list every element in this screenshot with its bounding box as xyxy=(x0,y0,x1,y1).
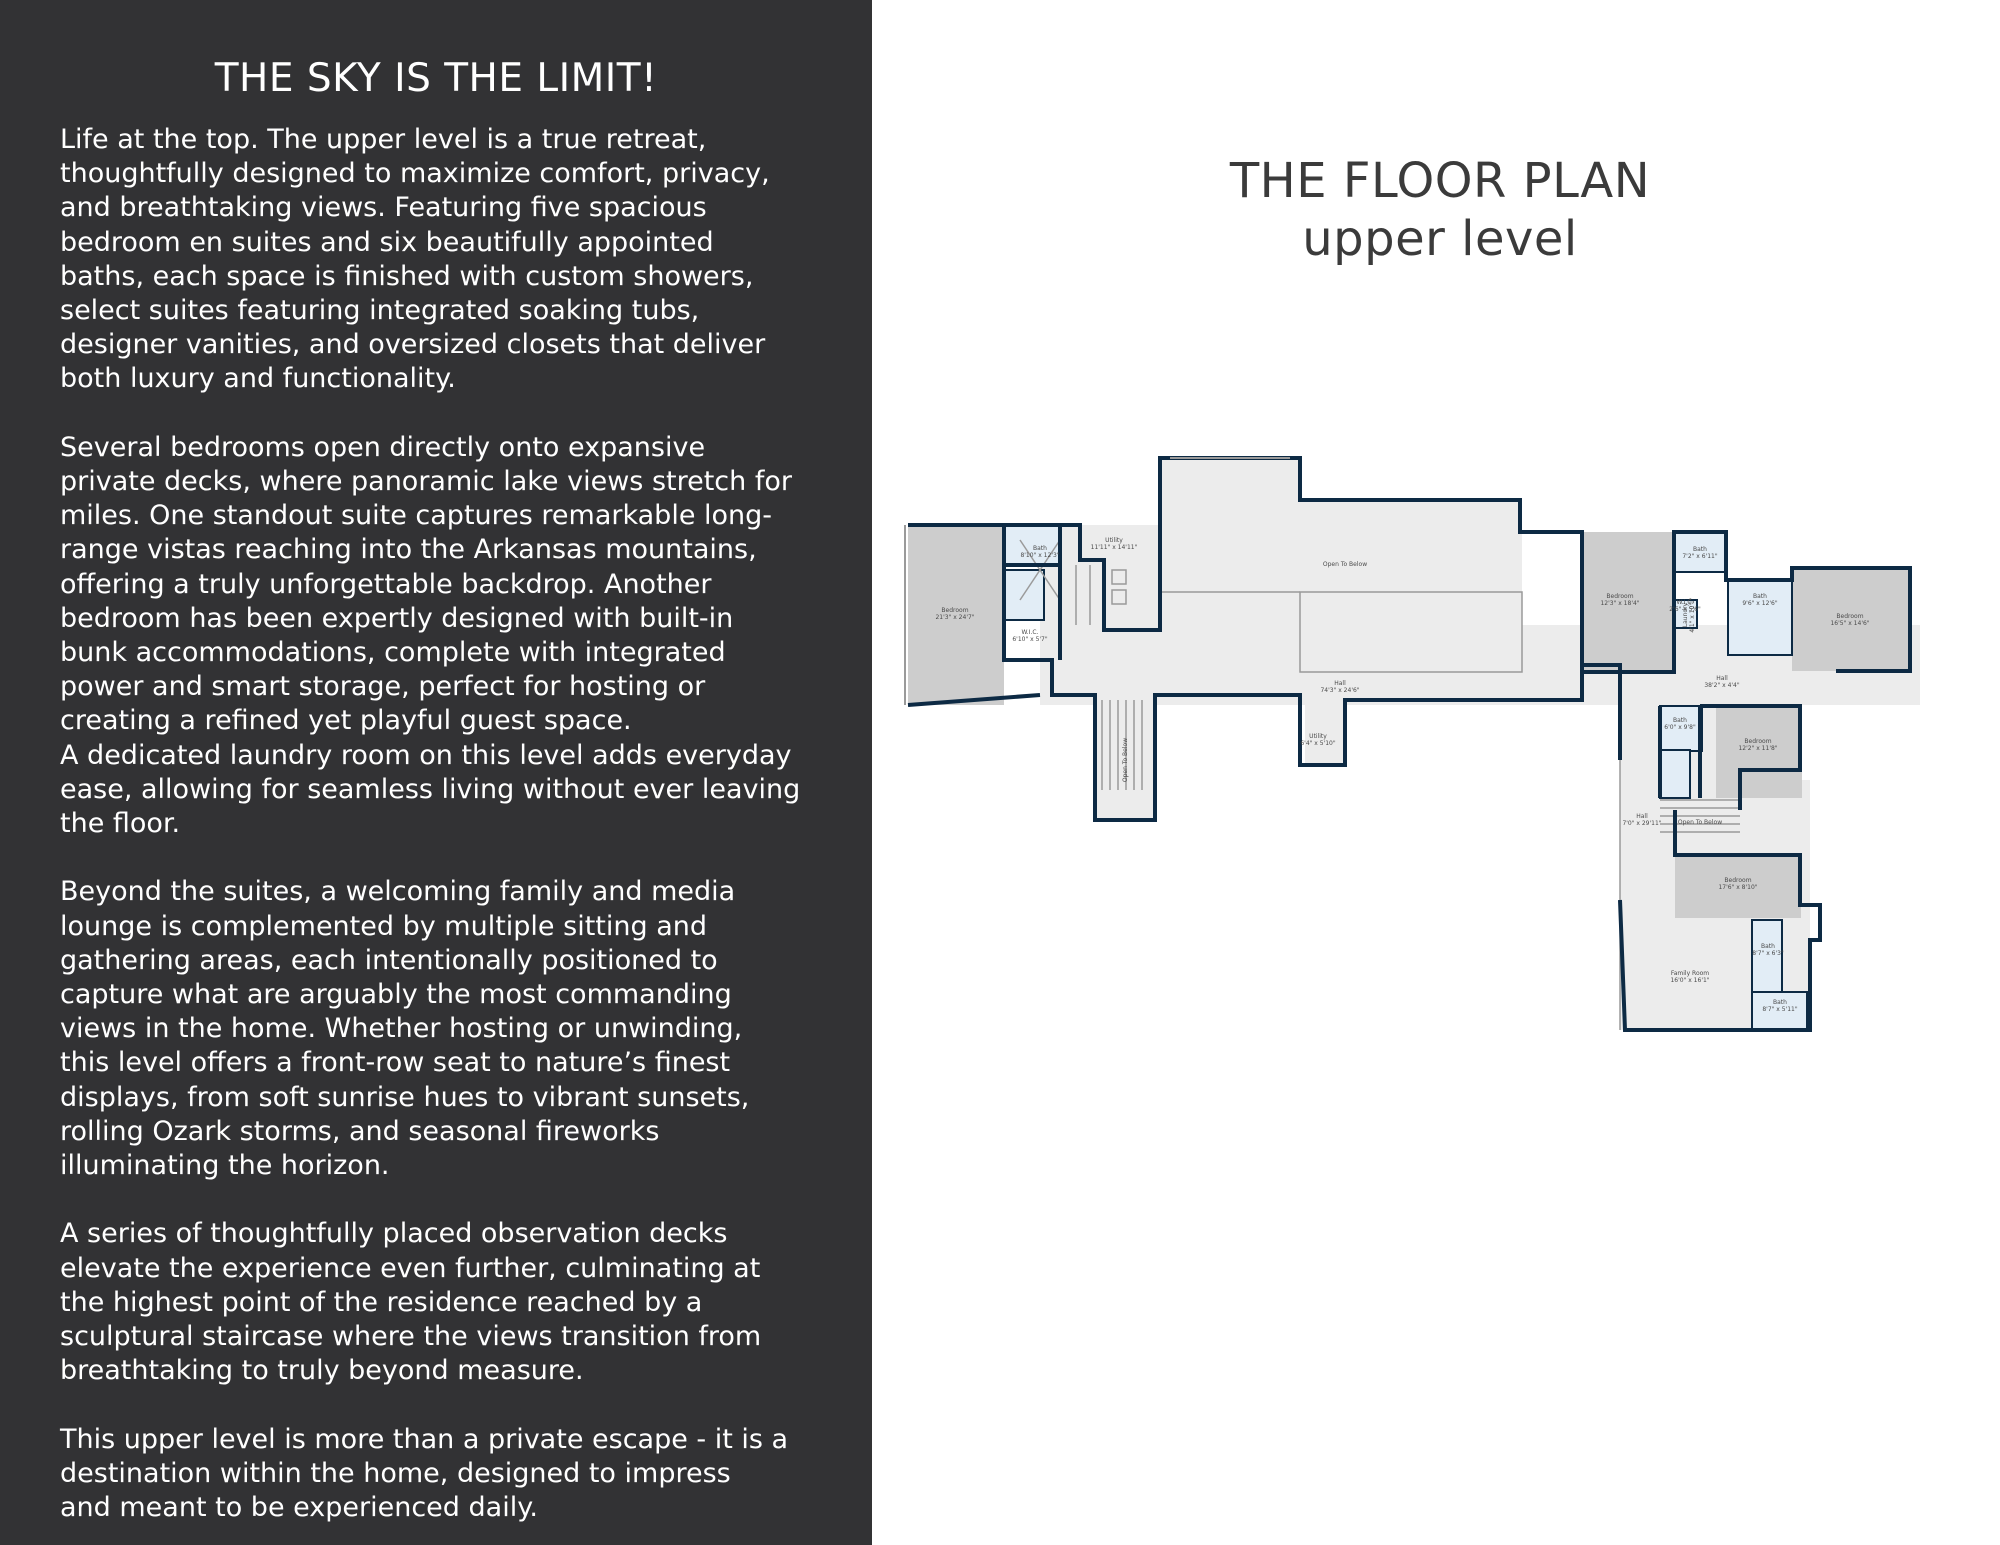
hall-3-label: Hall xyxy=(1636,813,1648,820)
bath-6-label: Bath xyxy=(1773,999,1787,1006)
description-panel xyxy=(0,0,872,1545)
utility-1-label: Utility xyxy=(1105,537,1123,544)
hall-1-dimensions: 74'3" x 24'6" xyxy=(1320,687,1360,694)
floor-plan-title: THE FLOOR PLAN xyxy=(1229,153,1651,209)
utility-2-dimensions: 6'4" x 5'10" xyxy=(1300,740,1336,747)
bath-2-dimensions: 7'2" x 6'11" xyxy=(1682,553,1718,560)
bedroom-west-dimensions: 21'3" x 24'7" xyxy=(935,614,975,621)
paragraph-5: This upper level is more than a private escape - it is a destination within the home, designed to impress and meant to be experienced daily. xyxy=(60,1423,789,1524)
panel-title: THE SKY IS THE LIMIT! xyxy=(214,56,658,101)
bath-3-label: Bath xyxy=(1753,593,1767,600)
open-below-2-label: Open To Below xyxy=(1122,737,1129,783)
hall-2-dimensions: 38'2" x 4'4" xyxy=(1704,682,1740,689)
wic-2-dimensions: 2'6" x 5'6" xyxy=(1669,606,1701,613)
laundry-dimensions: 4'1" x 10'1" xyxy=(1689,597,1696,633)
bath-1-label: Bath xyxy=(1033,545,1047,552)
open-below-3-label: Open To Below xyxy=(1677,819,1723,826)
hall-1-label: Hall xyxy=(1334,680,1346,687)
bath-3-dimensions: 9'6" x 12'6" xyxy=(1742,600,1778,607)
bath-2-label: Bath xyxy=(1693,546,1707,553)
utility-2-label: Utility xyxy=(1309,733,1327,740)
family-room-label: Family Room xyxy=(1670,970,1710,977)
bedroom-5-dimensions: 17'6" x 8'10" xyxy=(1718,884,1758,891)
hall-2-label: Hall xyxy=(1716,675,1728,682)
family-room-dimensions: 16'0" x 16'1" xyxy=(1670,977,1710,984)
bath-4-label: Bath xyxy=(1673,717,1687,724)
bath-6-dimensions: 8'7" x 5'11" xyxy=(1762,1006,1798,1013)
bath-1-dimensions: 8'10" x 12'3" xyxy=(1020,552,1060,559)
paragraph-2: Several bedrooms open directly onto expansive private decks, where panoramic lake views stretch for miles. One standout suite captures remarkable long- range vistas reaching into the Arkansas mountains, offering a truly unforgettable backdrop. Another bedroom has been expertly designed with built-in bunk accommodations, complete with integrated power and smart storage, perfect for hosting or creating a refined yet playful guest space. A dedicated laundry room on this level adds everyday ease, allowing for seamless living without ever leaving the floor. xyxy=(60,431,801,840)
bath-5-dimensions: 8'7" x 6'3" xyxy=(1752,950,1784,957)
paragraph-4: A series of thoughtfully placed observation decks elevate the experience even further, culminating at the highest point of the residence reached by a sculptural staircase where the views transition from breathtaking to truly beyond measure. xyxy=(60,1218,762,1387)
floor-plan-drawing xyxy=(900,450,1920,1050)
bath-4-dimensions: 6'0" x 9'8" xyxy=(1664,724,1696,731)
description-body xyxy=(60,123,836,1525)
bedroom-4-dimensions: 12'2" x 11'8" xyxy=(1738,745,1778,752)
bedroom-5-label: Bedroom xyxy=(1724,877,1752,884)
bedroom-west-label: Bedroom xyxy=(941,607,969,614)
wic-dimensions: 6'10" x 5'7" xyxy=(1012,636,1048,643)
bedroom-3-dimensions: 16'5" x 14'6" xyxy=(1830,620,1870,627)
utility-1-dimensions: 11'11" x 14'11" xyxy=(1090,544,1138,551)
bedroom-2-dimensions: 12'3" x 18'4" xyxy=(1600,600,1640,607)
bedroom-3-label: Bedroom xyxy=(1836,613,1864,620)
open-below-1-label: Open To Below xyxy=(1322,561,1368,568)
wic-2-label: W.I.C. xyxy=(1676,599,1694,606)
bedroom-4-label: Bedroom xyxy=(1744,738,1772,745)
floor-plan-subtitle: upper level xyxy=(1302,211,1578,267)
wic-label: W.I.C. xyxy=(1021,629,1039,636)
laundry-label: Laundry xyxy=(1682,602,1689,628)
paragraph-3: Beyond the suites, a welcoming family and media lounge is complemented by multiple sitting and gathering areas, each intentionally positioned to capture what are arguably the most commanding views in the home. Whether hosting or unwinding, this level offers a front-row seat to nature’s finest displays, from soft sunrise hues to vibrant sunsets, rolling Ozark storms, and seasonal fireworks illuminating the horizon. xyxy=(60,876,750,1182)
paragraph-1: Life at the top. The upper level is a true retreat, thoughtfully designed to maximize comfort, privacy, and breathtaking views. Featuring five spacious bedroom en suites and six beautifully appointed baths, each space is finished with custom showers, select suites featuring integrated soaking tubs, designer vanities, and oversized closets that deliver both luxury and functionality. xyxy=(60,124,770,395)
hall-3-dimensions: 7'0" x 29'11" xyxy=(1622,820,1662,827)
floor-plan-heading xyxy=(1170,152,1710,268)
bath-5-label: Bath xyxy=(1761,943,1775,950)
bedroom-2-label: Bedroom xyxy=(1606,593,1634,600)
